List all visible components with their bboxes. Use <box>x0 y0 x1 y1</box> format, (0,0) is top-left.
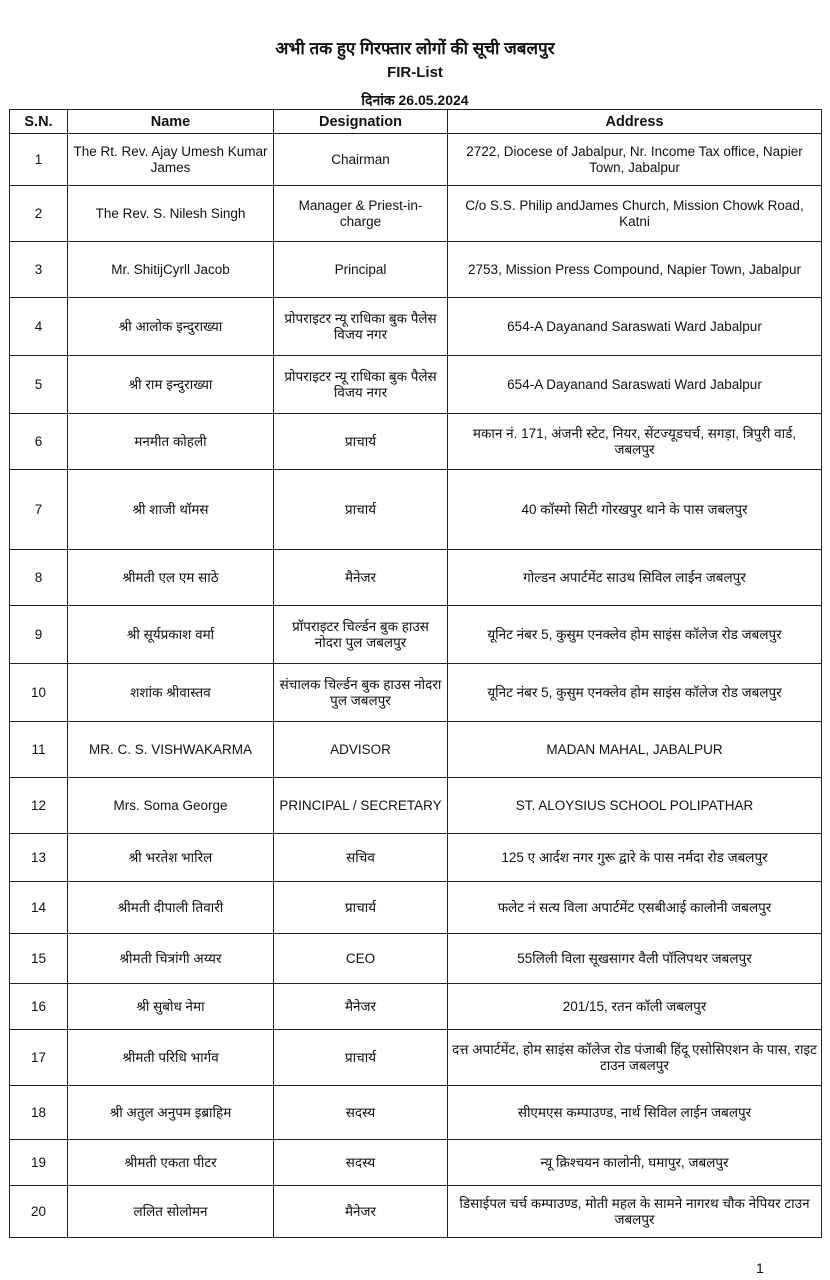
cell-address: न्यू क्रिश्चयन कालोनी, घमापुर, जबलपुर <box>448 1140 822 1186</box>
cell-designation: प्रोपराइटर न्यू राधिका बुक पैलेस विजय नगर <box>274 356 448 414</box>
column-header-name: Name <box>68 110 274 134</box>
table-body <box>10 134 822 1238</box>
cell-name: श्रीमती एकता पीटर <box>68 1140 274 1186</box>
table-row <box>10 1030 822 1086</box>
cell-sn: 5 <box>10 356 68 414</box>
table-row <box>10 882 822 934</box>
cell-address: यूनिट नंबर 5, कुसुम एनक्लेव होम साइंस कॉलेज रोड जबलपुर <box>448 606 822 664</box>
fir-table <box>9 109 822 1238</box>
cell-name: श्री शाजी थॉमस <box>68 470 274 550</box>
cell-name: शशांक श्रीवास्तव <box>68 664 274 722</box>
table-row <box>10 186 822 242</box>
table-row <box>10 242 822 298</box>
table-row <box>10 1086 822 1140</box>
table-row <box>10 1140 822 1186</box>
table-row <box>10 834 822 882</box>
column-header-sn: S.N. <box>10 110 68 134</box>
column-header-address: Address <box>448 110 822 134</box>
cell-name: श्रीमती चित्रांगी अय्यर <box>68 934 274 984</box>
table-row <box>10 778 822 834</box>
cell-designation: Principal <box>274 242 448 298</box>
cell-address: C/o S.S. Philip andJames Church, Mission Chowk Road, Katni <box>448 186 822 242</box>
cell-name: Mrs. Soma George <box>68 778 274 834</box>
cell-designation: मैनेजर <box>274 984 448 1030</box>
cell-sn: 7 <box>10 470 68 550</box>
cell-name: ललित सोलोमन <box>68 1186 274 1238</box>
cell-address: 654-A Dayanand Saraswati Ward Jabalpur <box>448 356 822 414</box>
cell-sn: 11 <box>10 722 68 778</box>
cell-name: श्रीमती दीपाली तिवारी <box>68 882 274 934</box>
cell-sn: 17 <box>10 1030 68 1086</box>
cell-sn: 1 <box>10 134 68 186</box>
cell-name: श्रीमती एल एम साठे <box>68 550 274 606</box>
cell-name: Mr. ShitijCyrll Jacob <box>68 242 274 298</box>
cell-designation: मैनेजर <box>274 550 448 606</box>
cell-sn: 10 <box>10 664 68 722</box>
cell-address: 2753, Mission Press Compound, Napier Town, Jabalpur <box>448 242 822 298</box>
cell-name: श्री सूर्यप्रकाश वर्मा <box>68 606 274 664</box>
cell-designation: प्रोपराइटर न्यू राधिका बुक पैलेस विजय नगर <box>274 298 448 356</box>
cell-address: गोल्डन अपार्टमेंट साउथ सिविल लाईन जबलपुर <box>448 550 822 606</box>
cell-designation: सचिव <box>274 834 448 882</box>
cell-name: मनमीत कोहली <box>68 414 274 470</box>
cell-name: श्री भरतेश भारिल <box>68 834 274 882</box>
table-header-row <box>10 110 822 134</box>
table-row <box>10 134 822 186</box>
cell-designation: सदस्य <box>274 1086 448 1140</box>
table-row <box>10 664 822 722</box>
cell-sn: 4 <box>10 298 68 356</box>
table-row <box>10 550 822 606</box>
table-row <box>10 414 822 470</box>
cell-designation: CEO <box>274 934 448 984</box>
cell-sn: 3 <box>10 242 68 298</box>
cell-name: श्रीमती परिधि भार्गव <box>68 1030 274 1086</box>
cell-name: श्री राम इन्दुराख्या <box>68 356 274 414</box>
cell-sn: 12 <box>10 778 68 834</box>
table-row <box>10 356 822 414</box>
cell-designation: प्रॉपराइटर चिर्ल्डन बुक हाउस नोदरा पुल जबलपुर <box>274 606 448 664</box>
page-subtitle: FIR-List <box>387 64 443 81</box>
cell-sn: 2 <box>10 186 68 242</box>
cell-designation: Chairman <box>274 134 448 186</box>
cell-name: श्री अतुल अनुपम इब्राहिम <box>68 1086 274 1140</box>
cell-sn: 9 <box>10 606 68 664</box>
cell-address: सीएमएस कम्पाउण्ड, नार्थ सिविल लाईन जबलपुर <box>448 1086 822 1140</box>
cell-sn: 19 <box>10 1140 68 1186</box>
cell-address: 2722, Diocese of Jabalpur, Nr. Income Tax office, Napier Town, Jabalpur <box>448 134 822 186</box>
cell-designation: प्राचार्य <box>274 882 448 934</box>
cell-name: MR. C. S. VISHWAKARMA <box>68 722 274 778</box>
cell-designation: ADVISOR <box>274 722 448 778</box>
table-row <box>10 984 822 1030</box>
cell-name: The Rev. S. Nilesh Singh <box>68 186 274 242</box>
table-row <box>10 606 822 664</box>
cell-sn: 20 <box>10 1186 68 1238</box>
cell-designation: Manager & Priest-in-charge <box>274 186 448 242</box>
cell-designation: प्राचार्य <box>274 470 448 550</box>
cell-address: 201/15, रतन कॉली जबलपुर <box>448 984 822 1030</box>
cell-address: 40 कॉस्मो सिटी गोरखपुर थाने के पास जबलपुर <box>448 470 822 550</box>
cell-address: MADAN MAHAL, JABALPUR <box>448 722 822 778</box>
cell-address: मकान नं. 171, अंजनी स्टेट, नियर, सेंटज्यूडचर्च, सगड़ा, त्रिपुरी वार्ड, जबलपुर <box>448 414 822 470</box>
cell-sn: 13 <box>10 834 68 882</box>
cell-address: फलेट नं सत्य विला अपार्टमेंट एसबीआई कालोनी जबलपुर <box>448 882 822 934</box>
page-number: 1 <box>756 1260 764 1276</box>
page-title: अभी तक हुए गिरफ्तार लोगों की सूची जबलपुर <box>275 39 555 58</box>
cell-address: डिसाईपल चर्च कम्पाउण्ड, मोती महल के सामने नागरथ चौक नेपियर टाउन जबलपुर <box>448 1186 822 1238</box>
table-row <box>10 722 822 778</box>
table-row <box>10 934 822 984</box>
table-row <box>10 470 822 550</box>
cell-address: 654-A Dayanand Saraswati Ward Jabalpur <box>448 298 822 356</box>
cell-address: ST. ALOYSIUS SCHOOL POLIPATHAR <box>448 778 822 834</box>
cell-designation: PRINCIPAL / SECRETARY <box>274 778 448 834</box>
cell-sn: 15 <box>10 934 68 984</box>
cell-designation: प्राचार्य <box>274 1030 448 1086</box>
column-header-designation: Designation <box>274 110 448 134</box>
table-row <box>10 298 822 356</box>
cell-designation: प्राचार्य <box>274 414 448 470</box>
cell-designation: मैनेजर <box>274 1186 448 1238</box>
cell-sn: 14 <box>10 882 68 934</box>
cell-name: The Rt. Rev. Ajay Umesh Kumar James <box>68 134 274 186</box>
table-row <box>10 1186 822 1238</box>
cell-name: श्री आलोक इन्दुराख्या <box>68 298 274 356</box>
cell-sn: 16 <box>10 984 68 1030</box>
cell-designation: सदस्य <box>274 1140 448 1186</box>
cell-sn: 6 <box>10 414 68 470</box>
cell-sn: 8 <box>10 550 68 606</box>
cell-address: दत्त अपार्टमेंट, होम साइंस कॉलेज रोड पंजाबी हिंदू एसोसिएशन के पास, राइट टाउन जबलपुर <box>448 1030 822 1086</box>
cell-address: यूनिट नंबर 5, कुसुम एनक्लेव होम साइंस कॉलेज रोड जबलपुर <box>448 664 822 722</box>
cell-address: 125 ए आर्दश नगर गुरू द्वारे के पास नर्मदा रोड जबलपुर <box>448 834 822 882</box>
cell-address: 55लिली विला सूखसागर वैली पॉलिपथर जबलपुर <box>448 934 822 984</box>
list-date: दिनांक 26.05.2024 <box>361 92 469 108</box>
cell-name: श्री सुबोध नेमा <box>68 984 274 1030</box>
cell-sn: 18 <box>10 1086 68 1140</box>
cell-designation: संचालक चिर्ल्डन बुक हाउस नोदरा पुल जबलपुर <box>274 664 448 722</box>
